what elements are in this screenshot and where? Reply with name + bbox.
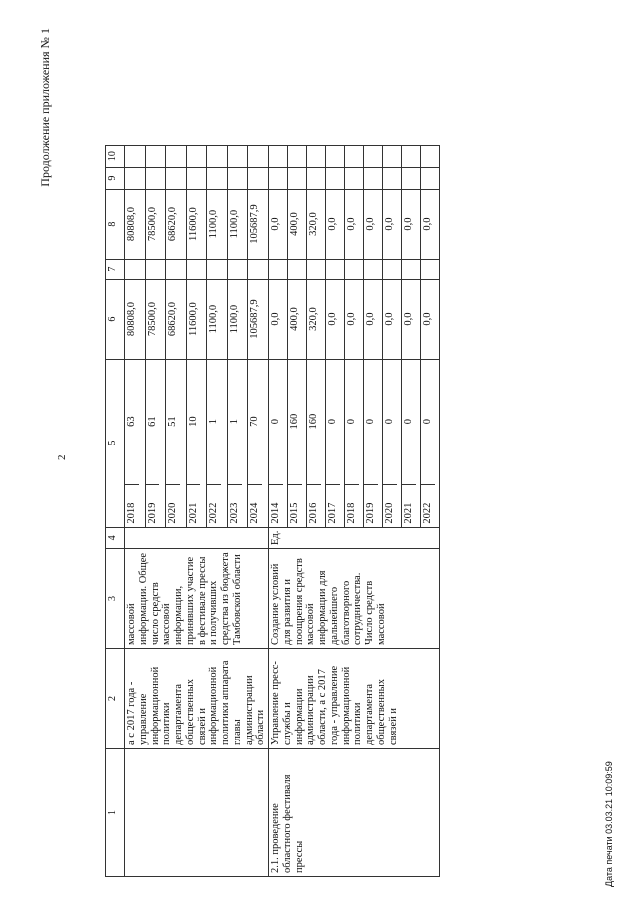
year-cell: 2024 — [248, 484, 262, 527]
amount-cell — [125, 259, 146, 279]
year-value-cell — [326, 359, 345, 527]
empty-cell — [248, 167, 269, 189]
block2-col1-cell: 2.1. проведение областного фестиваля прессы — [269, 749, 440, 877]
amount-cell: 0,0 — [402, 279, 421, 359]
year-value-cell — [383, 359, 402, 527]
amount-cell: 68620,0 — [166, 189, 187, 259]
indicator-value-cell: 0 — [365, 418, 376, 425]
indicator-value-cell: 0 — [403, 418, 414, 425]
indicator-value-cell: 10 — [187, 416, 199, 427]
amount-cell: 0,0 — [421, 189, 440, 259]
empty-cell — [383, 167, 402, 189]
amount-cell: 320,0 — [307, 279, 326, 359]
empty-cell — [186, 145, 207, 167]
year-cell: 2015 — [288, 484, 302, 527]
amount-cell — [383, 259, 402, 279]
year-value-cell — [125, 359, 146, 527]
indicator-value-cell: 160 — [289, 413, 300, 430]
empty-cell — [307, 145, 326, 167]
year-cell: 2019 — [146, 484, 160, 527]
year-cell: 2018 — [345, 484, 359, 527]
empty-cell — [383, 145, 402, 167]
amount-cell: 11600,0 — [186, 279, 207, 359]
empty-cell — [227, 145, 248, 167]
amount-cell: 0,0 — [364, 279, 383, 359]
amount-cell — [345, 259, 364, 279]
empty-cell — [186, 167, 207, 189]
year-cell: 2022 — [421, 484, 435, 527]
empty-cell — [145, 145, 166, 167]
amount-cell — [145, 259, 166, 279]
amount-cell — [227, 259, 248, 279]
empty-cell — [307, 167, 326, 189]
amount-cell — [207, 259, 228, 279]
column-header: 4 — [106, 527, 125, 548]
block1-col1-cell — [125, 749, 269, 877]
amount-cell: 80808,0 — [125, 279, 146, 359]
year-value-cell — [207, 359, 228, 527]
header-row — [106, 145, 125, 876]
year-value-cell — [288, 359, 307, 527]
indicator-value-cell: 61 — [146, 416, 158, 427]
indicator-value-cell: 0 — [270, 418, 281, 425]
year-value-cell — [364, 359, 383, 527]
block1-col2-cell: а с 2017 года - управление информационной политики департамента общественных связей и информационной политики аппарата главы администрации области — [125, 649, 269, 749]
empty-cell — [207, 145, 228, 167]
indicator-value-cell: 0 — [346, 418, 357, 425]
empty-cell — [326, 167, 345, 189]
amount-cell: 78500,0 — [145, 189, 166, 259]
empty-cell — [288, 167, 307, 189]
amount-cell: 0,0 — [345, 279, 364, 359]
indicator-value-cell: 51 — [167, 416, 179, 427]
year-cell: 2014 — [269, 484, 283, 527]
indicator-value-cell: 1 — [208, 418, 220, 425]
indicator-value-cell: 0 — [327, 418, 338, 425]
year-value-cell — [186, 359, 207, 527]
indicator-value-cell: 63 — [126, 416, 137, 427]
year-value-cell — [145, 359, 166, 527]
table-row — [125, 145, 146, 876]
year-value-cell — [227, 359, 248, 527]
amount-cell: 400,0 — [288, 279, 307, 359]
print-date-stamp: Дата печати 03.03.21 10:09:59 — [604, 761, 614, 887]
column-header: 2 — [106, 649, 125, 749]
amount-cell — [364, 259, 383, 279]
empty-cell — [227, 167, 248, 189]
empty-cell — [326, 145, 345, 167]
empty-cell — [288, 145, 307, 167]
amount-cell — [326, 259, 345, 279]
column-header: 7 — [106, 259, 125, 279]
amount-cell: 68620,0 — [166, 279, 187, 359]
amount-cell — [248, 259, 269, 279]
amount-cell: 105687,9 — [248, 189, 269, 259]
empty-cell — [421, 167, 440, 189]
amount-cell: 0,0 — [364, 189, 383, 259]
amount-cell: 0,0 — [269, 189, 288, 259]
page-number: 2 — [56, 454, 68, 460]
column-header: 9 — [106, 167, 125, 189]
empty-cell — [345, 145, 364, 167]
year-cell: 2022 — [207, 484, 221, 527]
year-cell: 2020 — [383, 484, 397, 527]
amount-cell: 0,0 — [383, 279, 402, 359]
empty-cell — [269, 145, 288, 167]
empty-cell — [166, 167, 187, 189]
amount-cell: 80808,0 — [125, 189, 146, 259]
amount-cell: 0,0 — [326, 279, 345, 359]
amount-cell: 78500,0 — [145, 279, 166, 359]
year-cell: 2019 — [364, 484, 378, 527]
amount-cell: 1100,0 — [227, 279, 248, 359]
year-value-cell — [269, 359, 288, 527]
empty-cell — [364, 145, 383, 167]
empty-cell — [248, 145, 269, 167]
column-header: 10 — [106, 145, 125, 167]
empty-cell — [402, 167, 421, 189]
amount-cell: 1100,0 — [227, 189, 248, 259]
year-cell: 2016 — [307, 484, 321, 527]
empty-cell — [125, 145, 146, 167]
block2-col2-cell: Управление пресс-службы и информации администрации области, а с 2017 года - управление информационной политики департамента общественных связей и — [269, 649, 440, 749]
year-value-cell — [166, 359, 187, 527]
indicator-value-cell: 1 — [228, 418, 240, 425]
amount-cell — [288, 259, 307, 279]
year-cell: 2018 — [125, 484, 139, 527]
amount-cell: 0,0 — [269, 279, 288, 359]
amount-cell — [269, 259, 288, 279]
amount-cell: 105687,9 — [248, 279, 269, 359]
block2-col4-cell: Ед. — [269, 527, 440, 548]
appendix-title: Продолжение приложения № 1 — [38, 28, 52, 187]
indicator-value-cell: 0 — [384, 418, 395, 425]
amount-cell: 0,0 — [326, 189, 345, 259]
year-value-cell — [421, 359, 440, 527]
empty-cell — [166, 145, 187, 167]
amount-cell: 400,0 — [288, 189, 307, 259]
year-value-cell — [402, 359, 421, 527]
year-cell: 2020 — [166, 484, 180, 527]
amount-cell — [186, 259, 207, 279]
amount-cell — [307, 259, 326, 279]
column-header: 1 — [106, 749, 125, 877]
amount-cell — [166, 259, 187, 279]
year-value-cell — [307, 359, 326, 527]
column-header: 8 — [106, 189, 125, 259]
amount-cell: 1100,0 — [207, 279, 228, 359]
block2-col3-cell: Создание условий для развития и поощрения средств массовой информации для дальнейшего благотворного сотрудничества. Число средств массовой — [269, 549, 440, 649]
year-cell: 2023 — [228, 484, 242, 527]
empty-cell — [421, 145, 440, 167]
year-cell: 2017 — [326, 484, 340, 527]
block1-col4-cell — [125, 527, 269, 548]
amount-cell: 0,0 — [421, 279, 440, 359]
amount-cell: 0,0 — [345, 189, 364, 259]
year-value-cell — [248, 359, 269, 527]
amount-cell — [421, 259, 440, 279]
column-header: 3 — [106, 549, 125, 649]
empty-cell — [402, 145, 421, 167]
block1-col3-cell: массовой информации. Общее число средств массовой информации, принявших участие в фестивале прессы и получивших средства из бюджета Тамбовской области — [125, 549, 269, 649]
indicator-value-cell: 160 — [308, 413, 319, 430]
amount-cell: 320,0 — [307, 189, 326, 259]
table-row — [269, 145, 288, 876]
empty-cell — [345, 167, 364, 189]
amount-cell: 0,0 — [402, 189, 421, 259]
empty-cell — [207, 167, 228, 189]
column-header: 6 — [106, 279, 125, 359]
empty-cell — [364, 167, 383, 189]
empty-cell — [125, 167, 146, 189]
empty-cell — [269, 167, 288, 189]
indicator-value-cell: 70 — [249, 416, 261, 427]
year-cell: 2021 — [402, 484, 416, 527]
indicator-value-cell: 0 — [422, 418, 433, 425]
year-cell: 2021 — [187, 484, 201, 527]
column-header: 5 — [106, 359, 125, 527]
program-table — [105, 145, 440, 877]
amount-cell: 1100,0 — [207, 189, 228, 259]
amount-cell — [402, 259, 421, 279]
empty-cell — [145, 167, 166, 189]
year-value-cell — [345, 359, 364, 527]
amount-cell: 0,0 — [383, 189, 402, 259]
amount-cell: 11600,0 — [186, 189, 207, 259]
